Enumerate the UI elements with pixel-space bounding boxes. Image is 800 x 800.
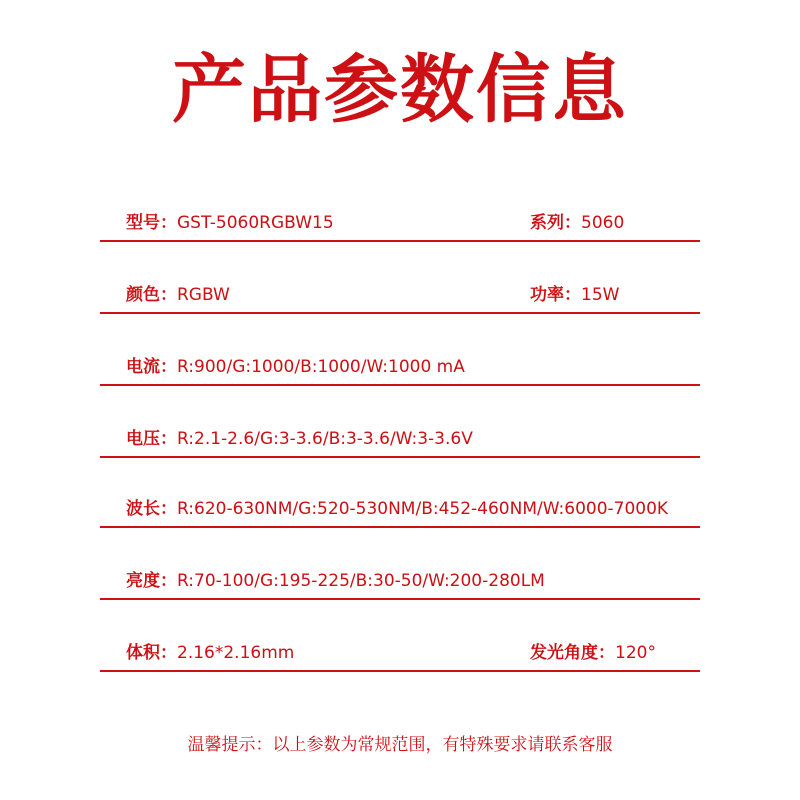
spec-power-value: 15W	[581, 285, 620, 305]
spec-model	[126, 211, 334, 235]
spec-series-value: 5060	[581, 213, 625, 233]
spec-row-color	[100, 280, 700, 314]
spec-current-value: R:900/G:1000/B:1000/W:1000 mA	[177, 357, 465, 377]
spec-series	[530, 211, 624, 235]
spec-size	[126, 641, 294, 665]
spec-row-current	[100, 352, 700, 386]
spec-power	[530, 283, 619, 307]
spec-current-label: 电流：	[126, 357, 177, 377]
spec-row-voltage	[100, 424, 700, 458]
spec-current	[126, 355, 465, 379]
page-title: 产品参数信息	[172, 47, 628, 133]
spec-voltage-label: 电压：	[126, 429, 177, 449]
spec-wavelength-value: R:620-630NM/G:520-530NM/B:452-460NM/W:6000-7000K	[177, 499, 669, 519]
spec-series-label: 系列：	[530, 213, 581, 233]
spec-brightness-label: 亮度：	[126, 571, 177, 591]
notice-text: 温馨提示：以上参数为常规范围，有特殊要求请联系客服	[187, 735, 613, 755]
spec-beam-angle-value: 120°	[615, 643, 656, 663]
spec-color-value: RGBW	[177, 285, 230, 305]
spec-row-wavelength	[100, 494, 700, 528]
spec-voltage	[126, 427, 473, 451]
spec-voltage-value: R:2.1-2.6/G:3-3.6/B:3-3.6/W:3-3.6V	[177, 429, 473, 449]
spec-row-size	[100, 638, 700, 672]
spec-color	[126, 283, 230, 307]
spec-beam-angle-label: 发光角度：	[530, 643, 615, 663]
spec-row-brightness	[100, 566, 700, 600]
spec-row-model	[100, 208, 700, 242]
spec-brightness-value: R:70-100/G:195-225/B:30-50/W:200-280LM	[177, 571, 545, 591]
spec-model-value: GST-5060RGBW15	[177, 213, 334, 233]
spec-wavelength	[126, 497, 668, 521]
spec-size-label: 体积：	[126, 643, 177, 663]
spec-wavelength-label: 波长：	[126, 499, 177, 519]
spec-size-value: 2.16*2.16mm	[177, 643, 295, 663]
spec-beam-angle	[530, 641, 656, 665]
spec-brightness	[126, 569, 545, 593]
spec-power-label: 功率：	[530, 285, 581, 305]
spec-model-label: 型号：	[126, 213, 177, 233]
spec-color-label: 颜色：	[126, 285, 177, 305]
